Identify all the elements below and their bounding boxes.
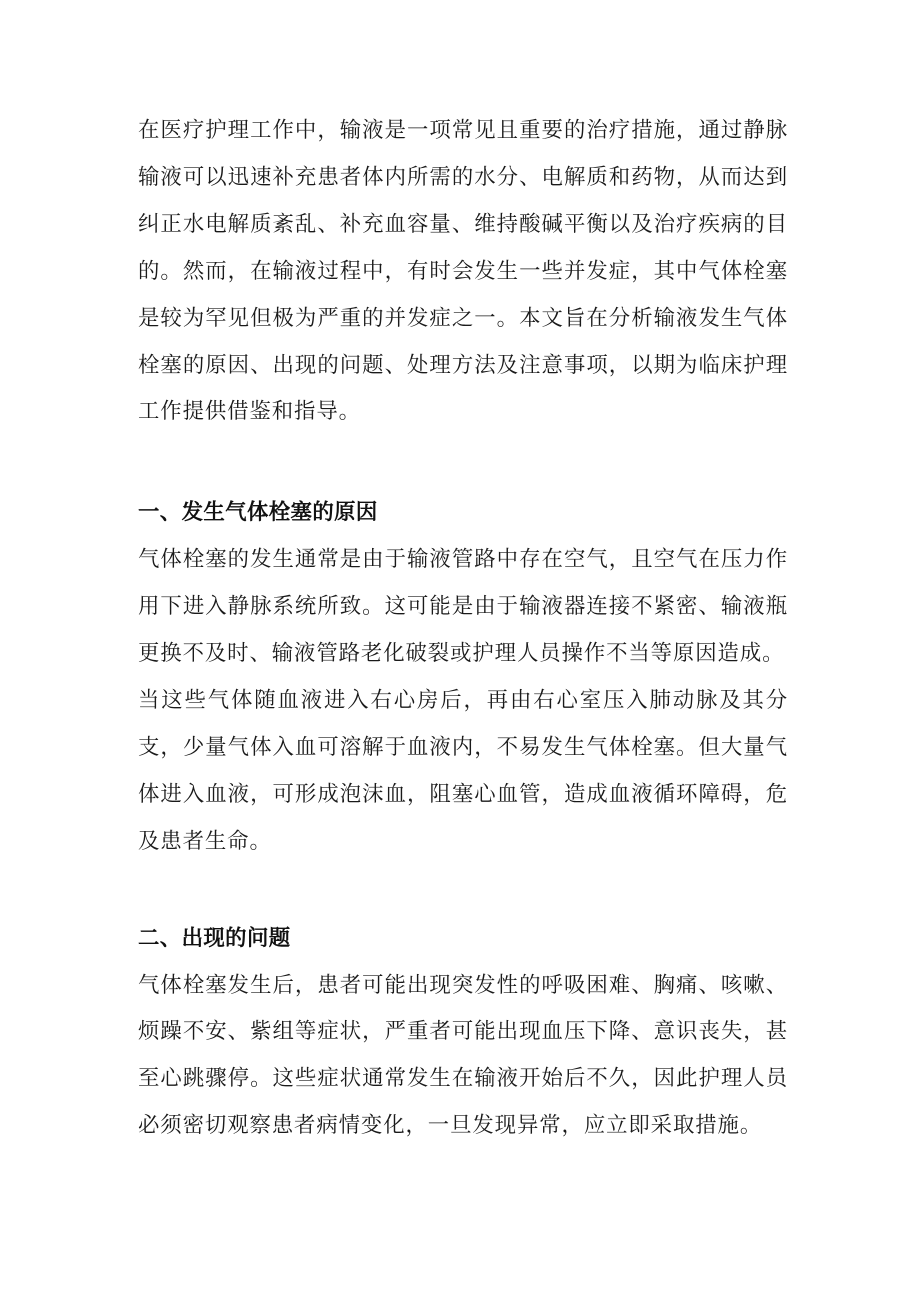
document-page — [138, 108, 788, 1150]
section-spacer — [138, 436, 788, 490]
section1-paragraph-causes: 气体栓塞的发生通常是由于输液管路中存在空气，且空气在压力作用下进入静脉系统所致。这可能是由于输液器连接不紧密、输液瓶更换不及时、输液管路老化破裂或护理人员操作不当等原因造成。 — [138, 547, 788, 667]
section2-paragraph-symptoms: 气体栓塞发生后，患者可能出现突发性的呼吸困难、胸痛、咳嗽、烦躁不安、紫组等症状，严重者可能出现血压下降、意识丧失，甚至心跳骤停。这些症状通常发生在输液开始后不久，因此护理人员必须密切观察患者病情变化，一旦发现异常，应立即采取措施。 — [138, 972, 788, 1139]
intro-paragraph: 在医疗护理工作中，输液是一项常见且重要的治疗措施，通过静脉输液可以迅速补充患者体内所需的水分、电解质和药物，从而达到纠正水电解质紊乱、补充血容量、维持酸碱平衡以及治疗疾病的目的。然而，在输液过程中，有时会发生一些并发症，其中气体栓塞是较为罕见但极为严重的并发症之一。本文旨在分析输液发生气体栓塞的原因、出现的问题、处理方法及注意事项，以期为临床护理工作提供借鉴和指导。 — [138, 118, 788, 425]
section1-heading: 一、发生气体栓塞的原因 — [138, 500, 378, 526]
section-spacer — [138, 866, 788, 916]
section1-paragraph-mechanism: 当这些气体随血液进入右心房后，再由右心室压入肺动脉及其分支，少量气体入血可溶解于血液内，不易发生气体栓塞。但大量气体进入血液，可形成泡沫血，阻塞心血管，造成血液循环障碍，危及患者生命。 — [138, 687, 788, 854]
section2-heading: 二、出现的问题 — [138, 925, 291, 951]
